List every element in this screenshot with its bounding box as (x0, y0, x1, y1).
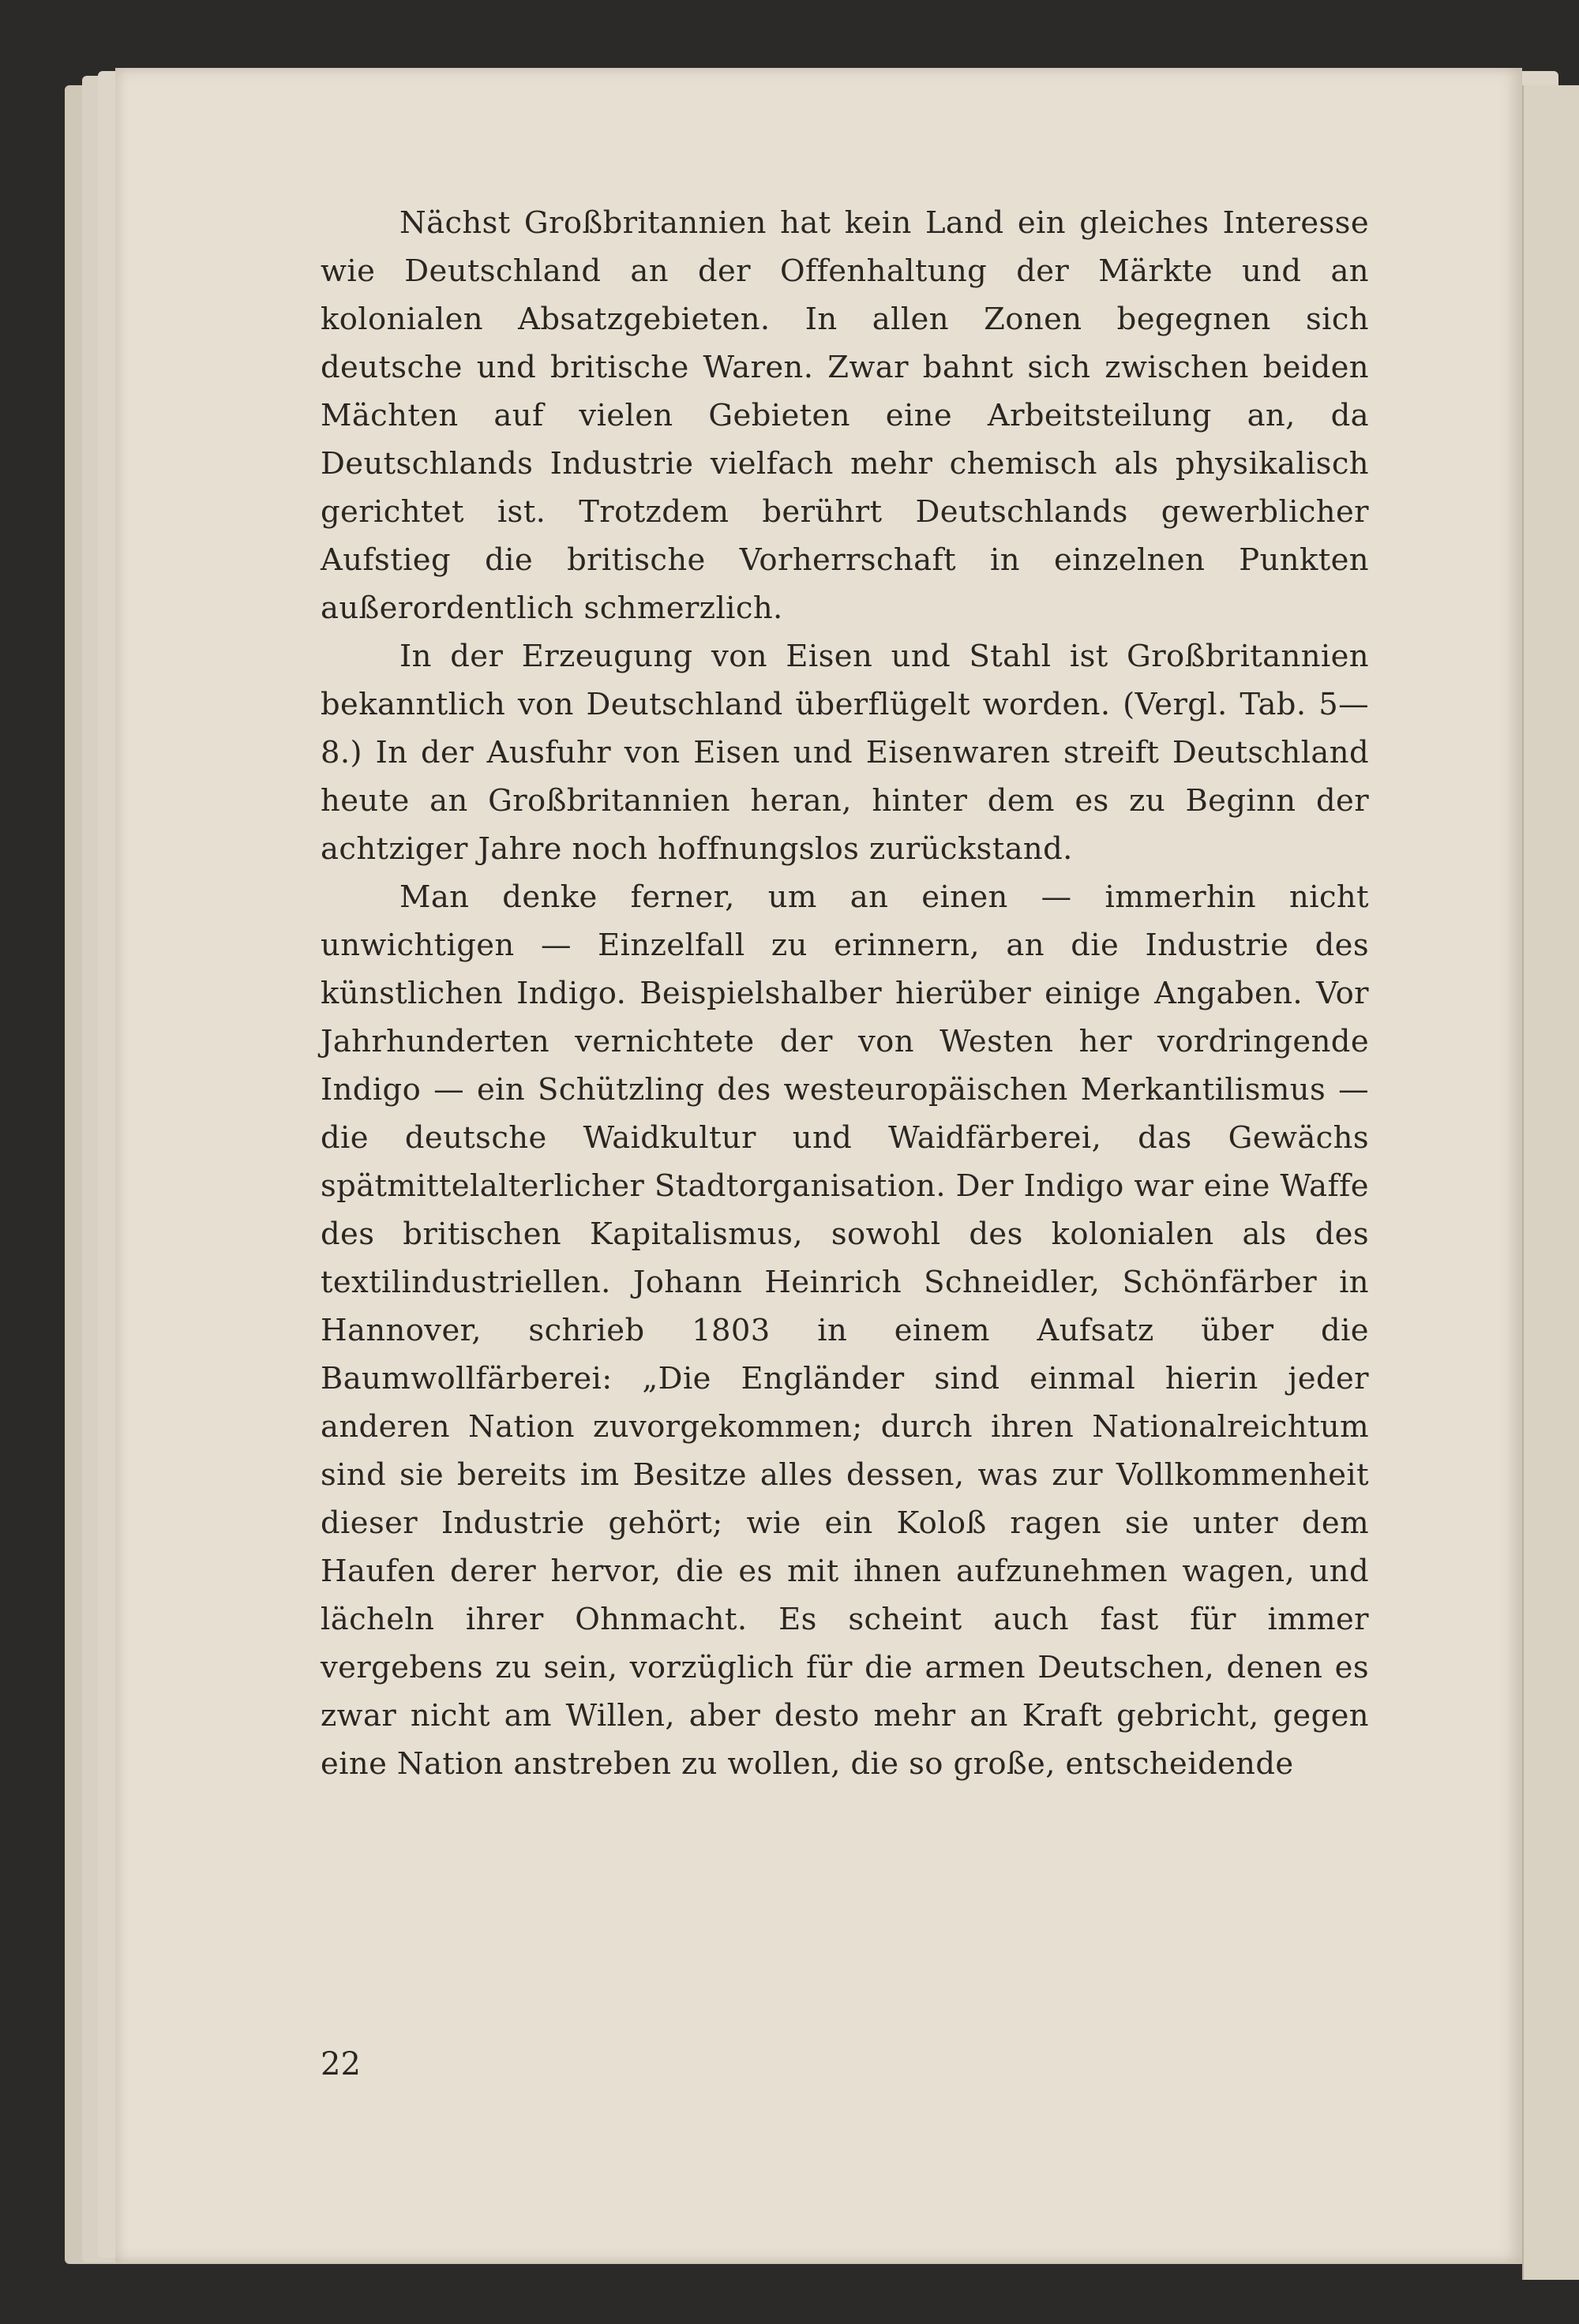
paragraph-2: In der Erzeugung von Eisen und Stahl ist Großbritannien bekanntlich von Deutschland überflügelt worden. (Vergl. Tab. 5—8.) In der Ausfuhr von Eisen und Eisenwaren streift Deutschland heute an Großbritannien heran, hinter dem es zu Beginn der achtziger Jahre noch hoffnungslos zurückstand. (321, 639, 1369, 867)
facing-page-edge (1522, 85, 1579, 2280)
page-number: 22 (321, 2046, 361, 2082)
paragraph-1: Nächst Großbritannien hat kein Land ein gleiches Interesse wie Deutschland an der Offenhaltung der Märkte und an kolonialen Absatzgebieten. In allen Zonen begegnen sich deutsche und britische Waren. Zwar bahnt sich zwischen beiden Mächten auf vielen Gebieten eine Arbeitsteilung an, da Deutschlands Industrie vielfach mehr chemisch als physikalisch gerichtet ist. Trotzdem berührt Deutschlands gewerblicher Aufstieg die britische Vorherrschaft in einzelnen Punkten außerordentlich schmerzlich. (321, 205, 1369, 626)
paragraph-3: Man denke ferner, um an einen — immerhin nicht unwichtigen — Einzelfall zu erinnern, an die Industrie des künstlichen Indigo. Beispielshalber hierüber einige Angaben. Vor Jahrhunderten vernichtete der von Westen her vordringende Indigo — ein Schützling des westeuropäischen Merkantilismus — die deutsche Waidkultur und Waidfärberei, das Gewächs spätmittelalterlicher Stadtorganisation. Der Indigo war eine Waffe des britischen Kapitalismus, sowohl des kolonialen als des textilindustriellen. Johann Heinrich Schneidler, Schönfärber in Hannover, schrieb 1803 in einem Aufsatz über die Baumwollfärberei: „Die Engländer sind einmal hierin jeder anderen Nation zuvorgekommen; durch ihren Nationalreichtum sind sie bereits im Besitze alles dessen, was zur Vollkommenheit dieser Industrie gehört; wie ein Koloß ragen sie unter dem Haufen derer hervor, die es mit ihnen aufzunehmen wagen, und lächeln ihrer Ohnmacht. Es scheint auch fast für immer vergebens zu sein, vorzüglich für die armen Deutschen, denen es zwar nicht am Willen, aber desto mehr an Kraft gebricht, gegen eine Nation anstreben zu wollen, die so große, entscheidende (321, 879, 1369, 1782)
page-body-text (321, 199, 1369, 1788)
